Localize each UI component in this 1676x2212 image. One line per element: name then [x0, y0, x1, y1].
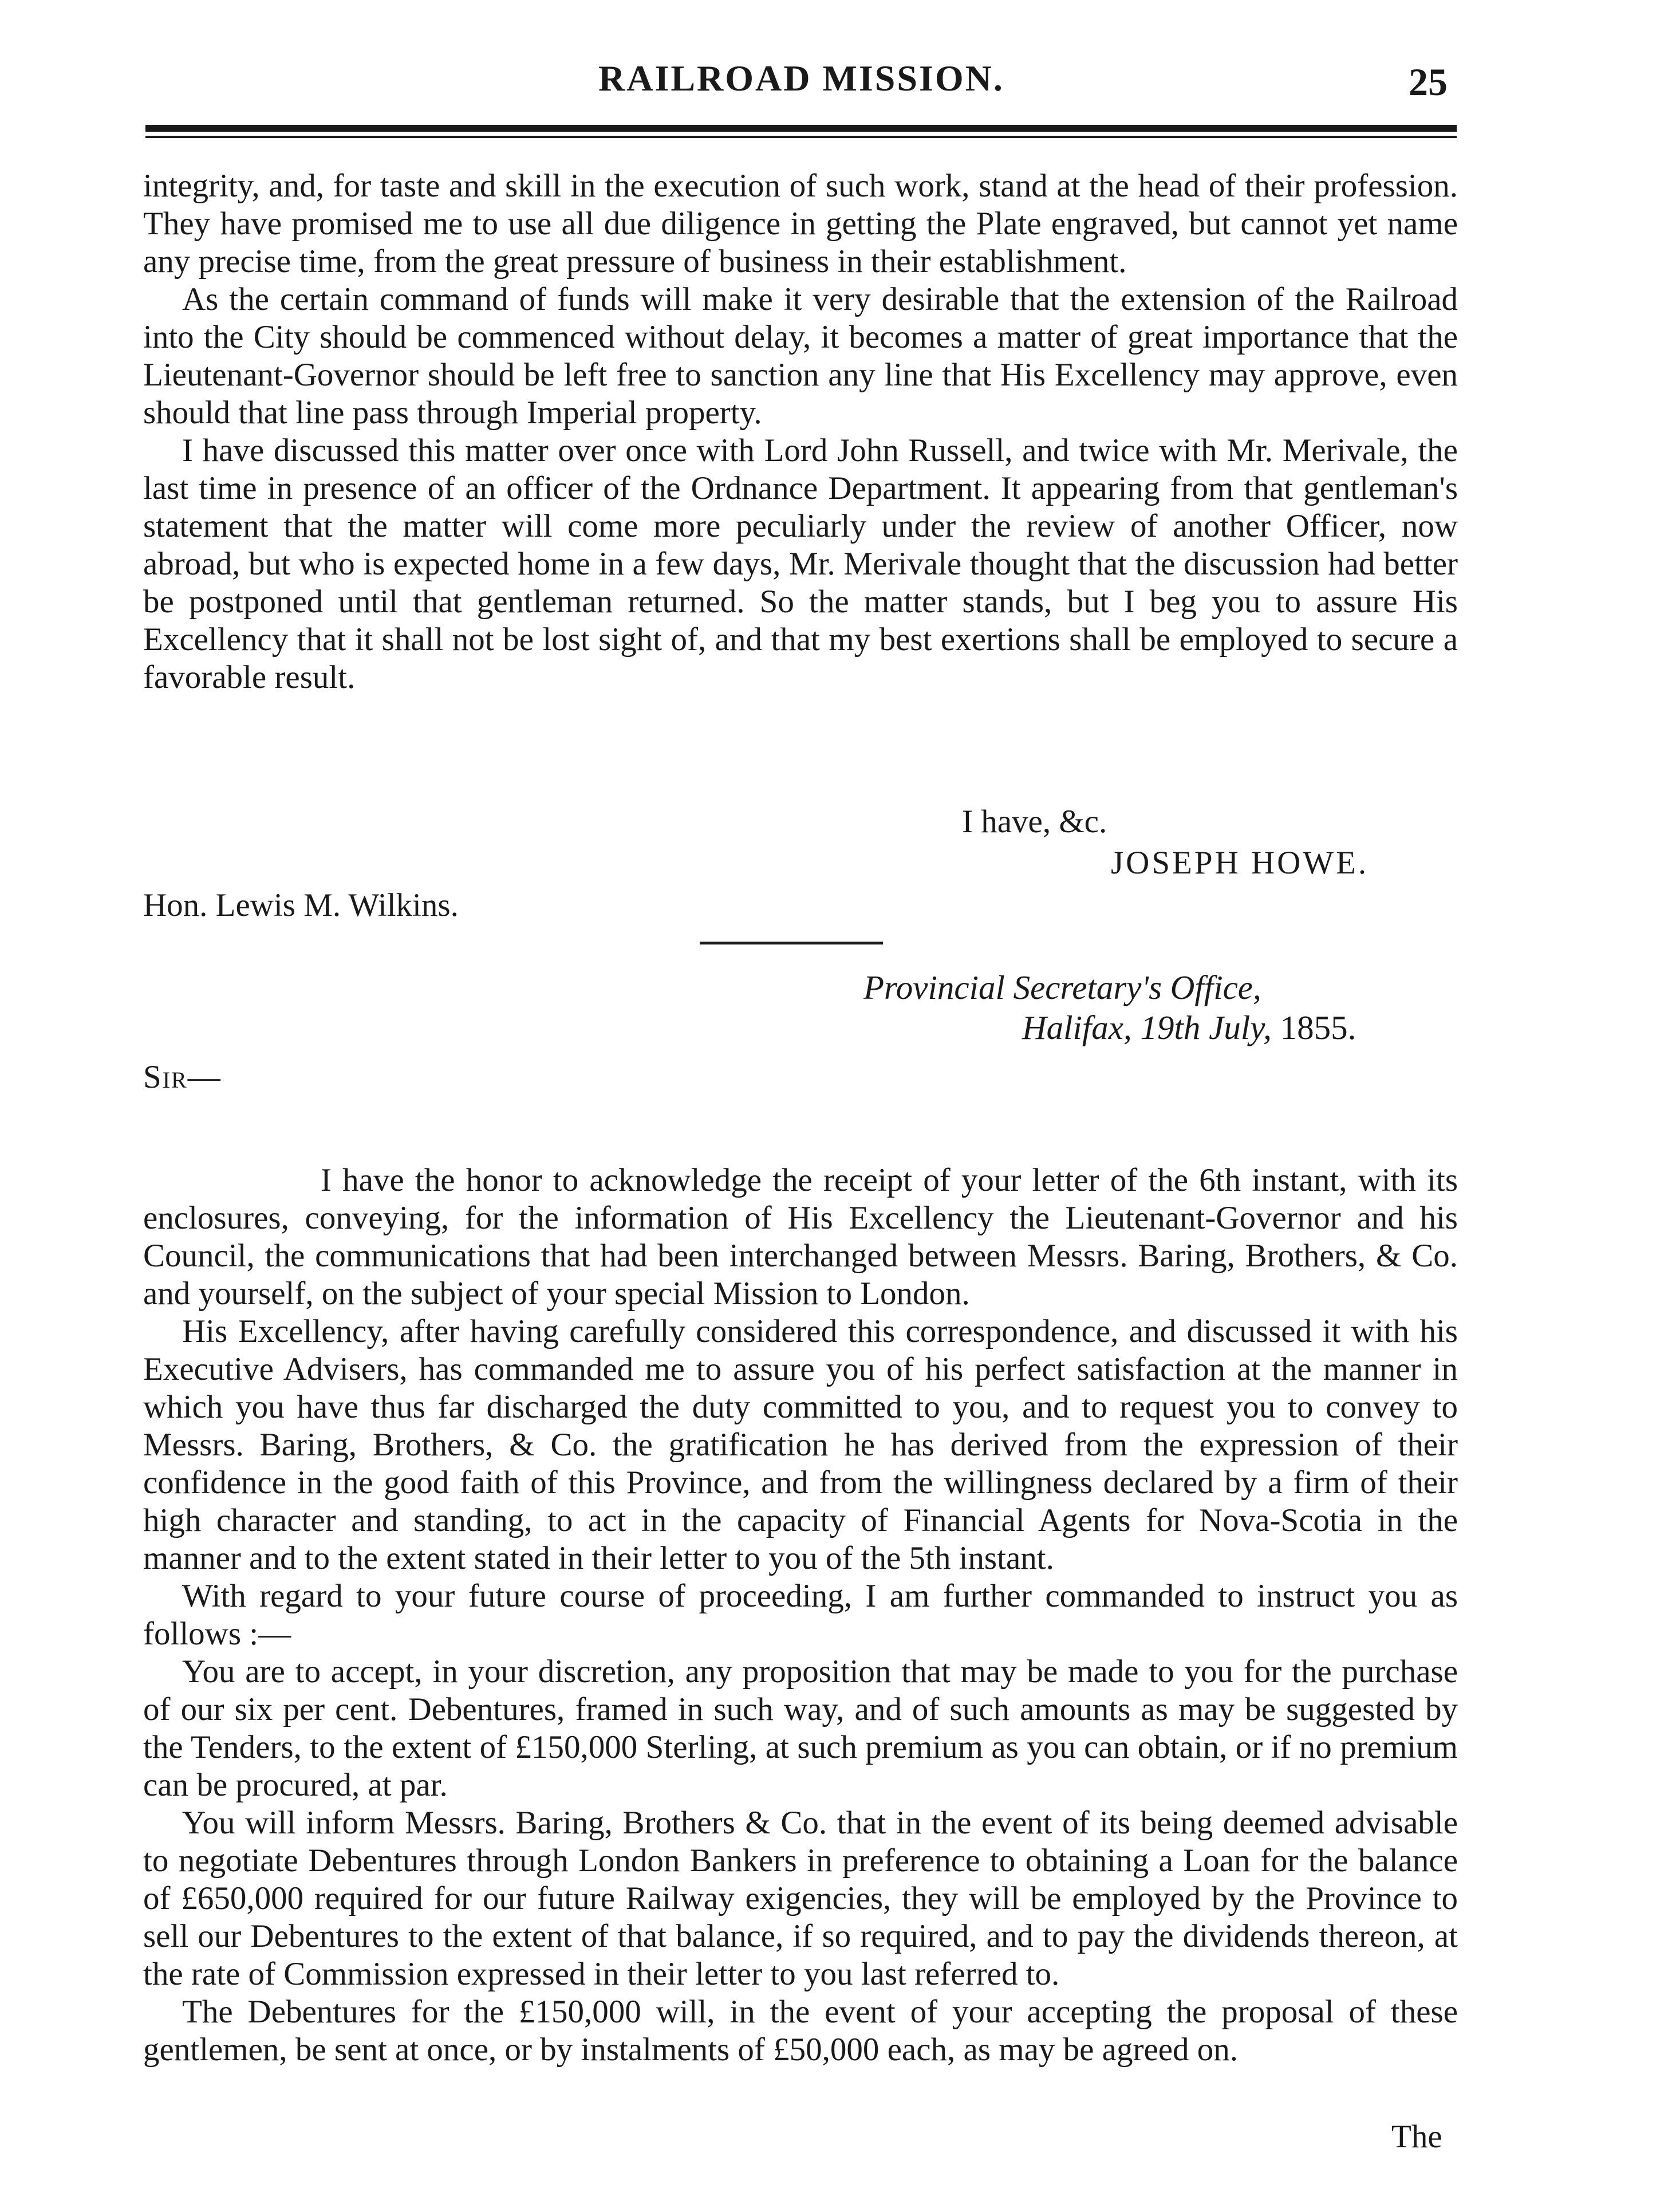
- dateline: [1022, 1008, 1356, 1048]
- section-divider: [700, 942, 883, 944]
- paragraph: As the certain command of funds will make it very desirable that the extension of the Railroad into the City should be commenced without delay, it becomes a matter of great importance that the Lieutenant-Governor should be left free to sanction any line that His Excellency may approve, even should that line pass through Imperial property.: [143, 281, 1458, 431]
- dateline-place: Halifax,: [1022, 1009, 1132, 1046]
- letter-two-body: [143, 1162, 1458, 2069]
- header-rule-thin: [145, 136, 1457, 138]
- page-number: 25: [1409, 60, 1448, 104]
- paragraph: With regard to your future course of proceeding, I am further commanded to instruct you as follows :—: [143, 1578, 1458, 1652]
- salutation: Sir—: [143, 1059, 222, 1095]
- paragraph: I have the honor to acknowledge the receipt of your letter of the 6th instant, with its enclosures, conveying, for the information of His Excellency the Lieutenant-Governor and his Council, the communications that had been interchanged between Messrs. Baring, Brothers, & Co. and yourself, on the subject of your special Mission to London.: [143, 1162, 1458, 1312]
- dateline-date: 19th July,: [1140, 1009, 1272, 1046]
- paragraph: His Excellency, after having carefully considered this correspondence, and discussed it with his Executive Advisers, has commanded me to assure you of his perfect satisfaction at the manner in which you have thus far discharged the duty committed to you, and to request you to convey to Messrs. Baring, Brothers, & Co. the gratification he has derived from the expression of their confidence in the good faith of this Province, and from the willingness declared by a firm of their high character and standing, to act in the capacity of Financial Agents for Nova-Scotia in the manner and to the extent stated in their letter to you of the 5th instant.: [143, 1313, 1458, 1576]
- catchword: The: [1391, 2119, 1442, 2155]
- letter-addressee: Hon. Lewis M. Wilkins.: [143, 887, 459, 923]
- running-title: RAILROAD MISSION.: [598, 58, 1004, 99]
- sender-office: Provincial Secretary's Office,: [863, 969, 1261, 1006]
- header-rule-thick: [145, 125, 1457, 132]
- paragraph: You are to accept, in your discretion, any proposition that may be made to you for the purchase of our six per cent. Debentures, framed in such way, and of such amounts as may be suggested by the Tenders, to the extent of £150,000 Sterling, at such premium as you can obtain, or if no premium can be procured, at par.: [143, 1654, 1458, 1803]
- paragraph: The Debentures for the £150,000 will, in the event of your accepting the proposal of these gentlemen, be sent at once, or by instalments of £50,000 each, as may be agreed on.: [143, 1994, 1458, 2068]
- letter-one-body: [143, 167, 1458, 696]
- dateline-year: 1855.: [1280, 1009, 1356, 1046]
- paragraph: I have discussed this matter over once with Lord John Russell, and twice with Mr. Merivale, the last time in presence of an officer of the Ordnance Department. It appearing from that gentleman's statement that the matter will come more peculiarly under the review of another Officer, now abroad, but who is expected home in a few days, Mr. Merivale thought that the discussion had better be postponed until that gentleman returned. So the matter stands, but I beg you to assure His Excellency that it shall not be lost sight of, and that my best exertions shall be employed to secure a favorable result.: [143, 432, 1458, 695]
- paragraph: integrity, and, for taste and skill in the execution of such work, stand at the head of their profession. They have promised me to use all due diligence in getting the Plate engraved, but cannot yet name any precise time, from the great pressure of business in their establishment.: [143, 168, 1458, 280]
- paragraph: You will inform Messrs. Baring, Brothers & Co. that in the event of its being deemed advisable to negotiate Debentures through London Bankers in preference to obtaining a Loan for the balance of £650,000 required for our future Railway exigencies, they will be employed by the Province to sell our Debentures to the extent of that balance, if so required, and to pay the dividends thereon, at the rate of Commission expressed in their letter to you last referred to.: [143, 1805, 1458, 1992]
- letter-closing: I have, &c.: [962, 804, 1107, 840]
- letter-signature: JOSEPH HOWE.: [1111, 845, 1369, 881]
